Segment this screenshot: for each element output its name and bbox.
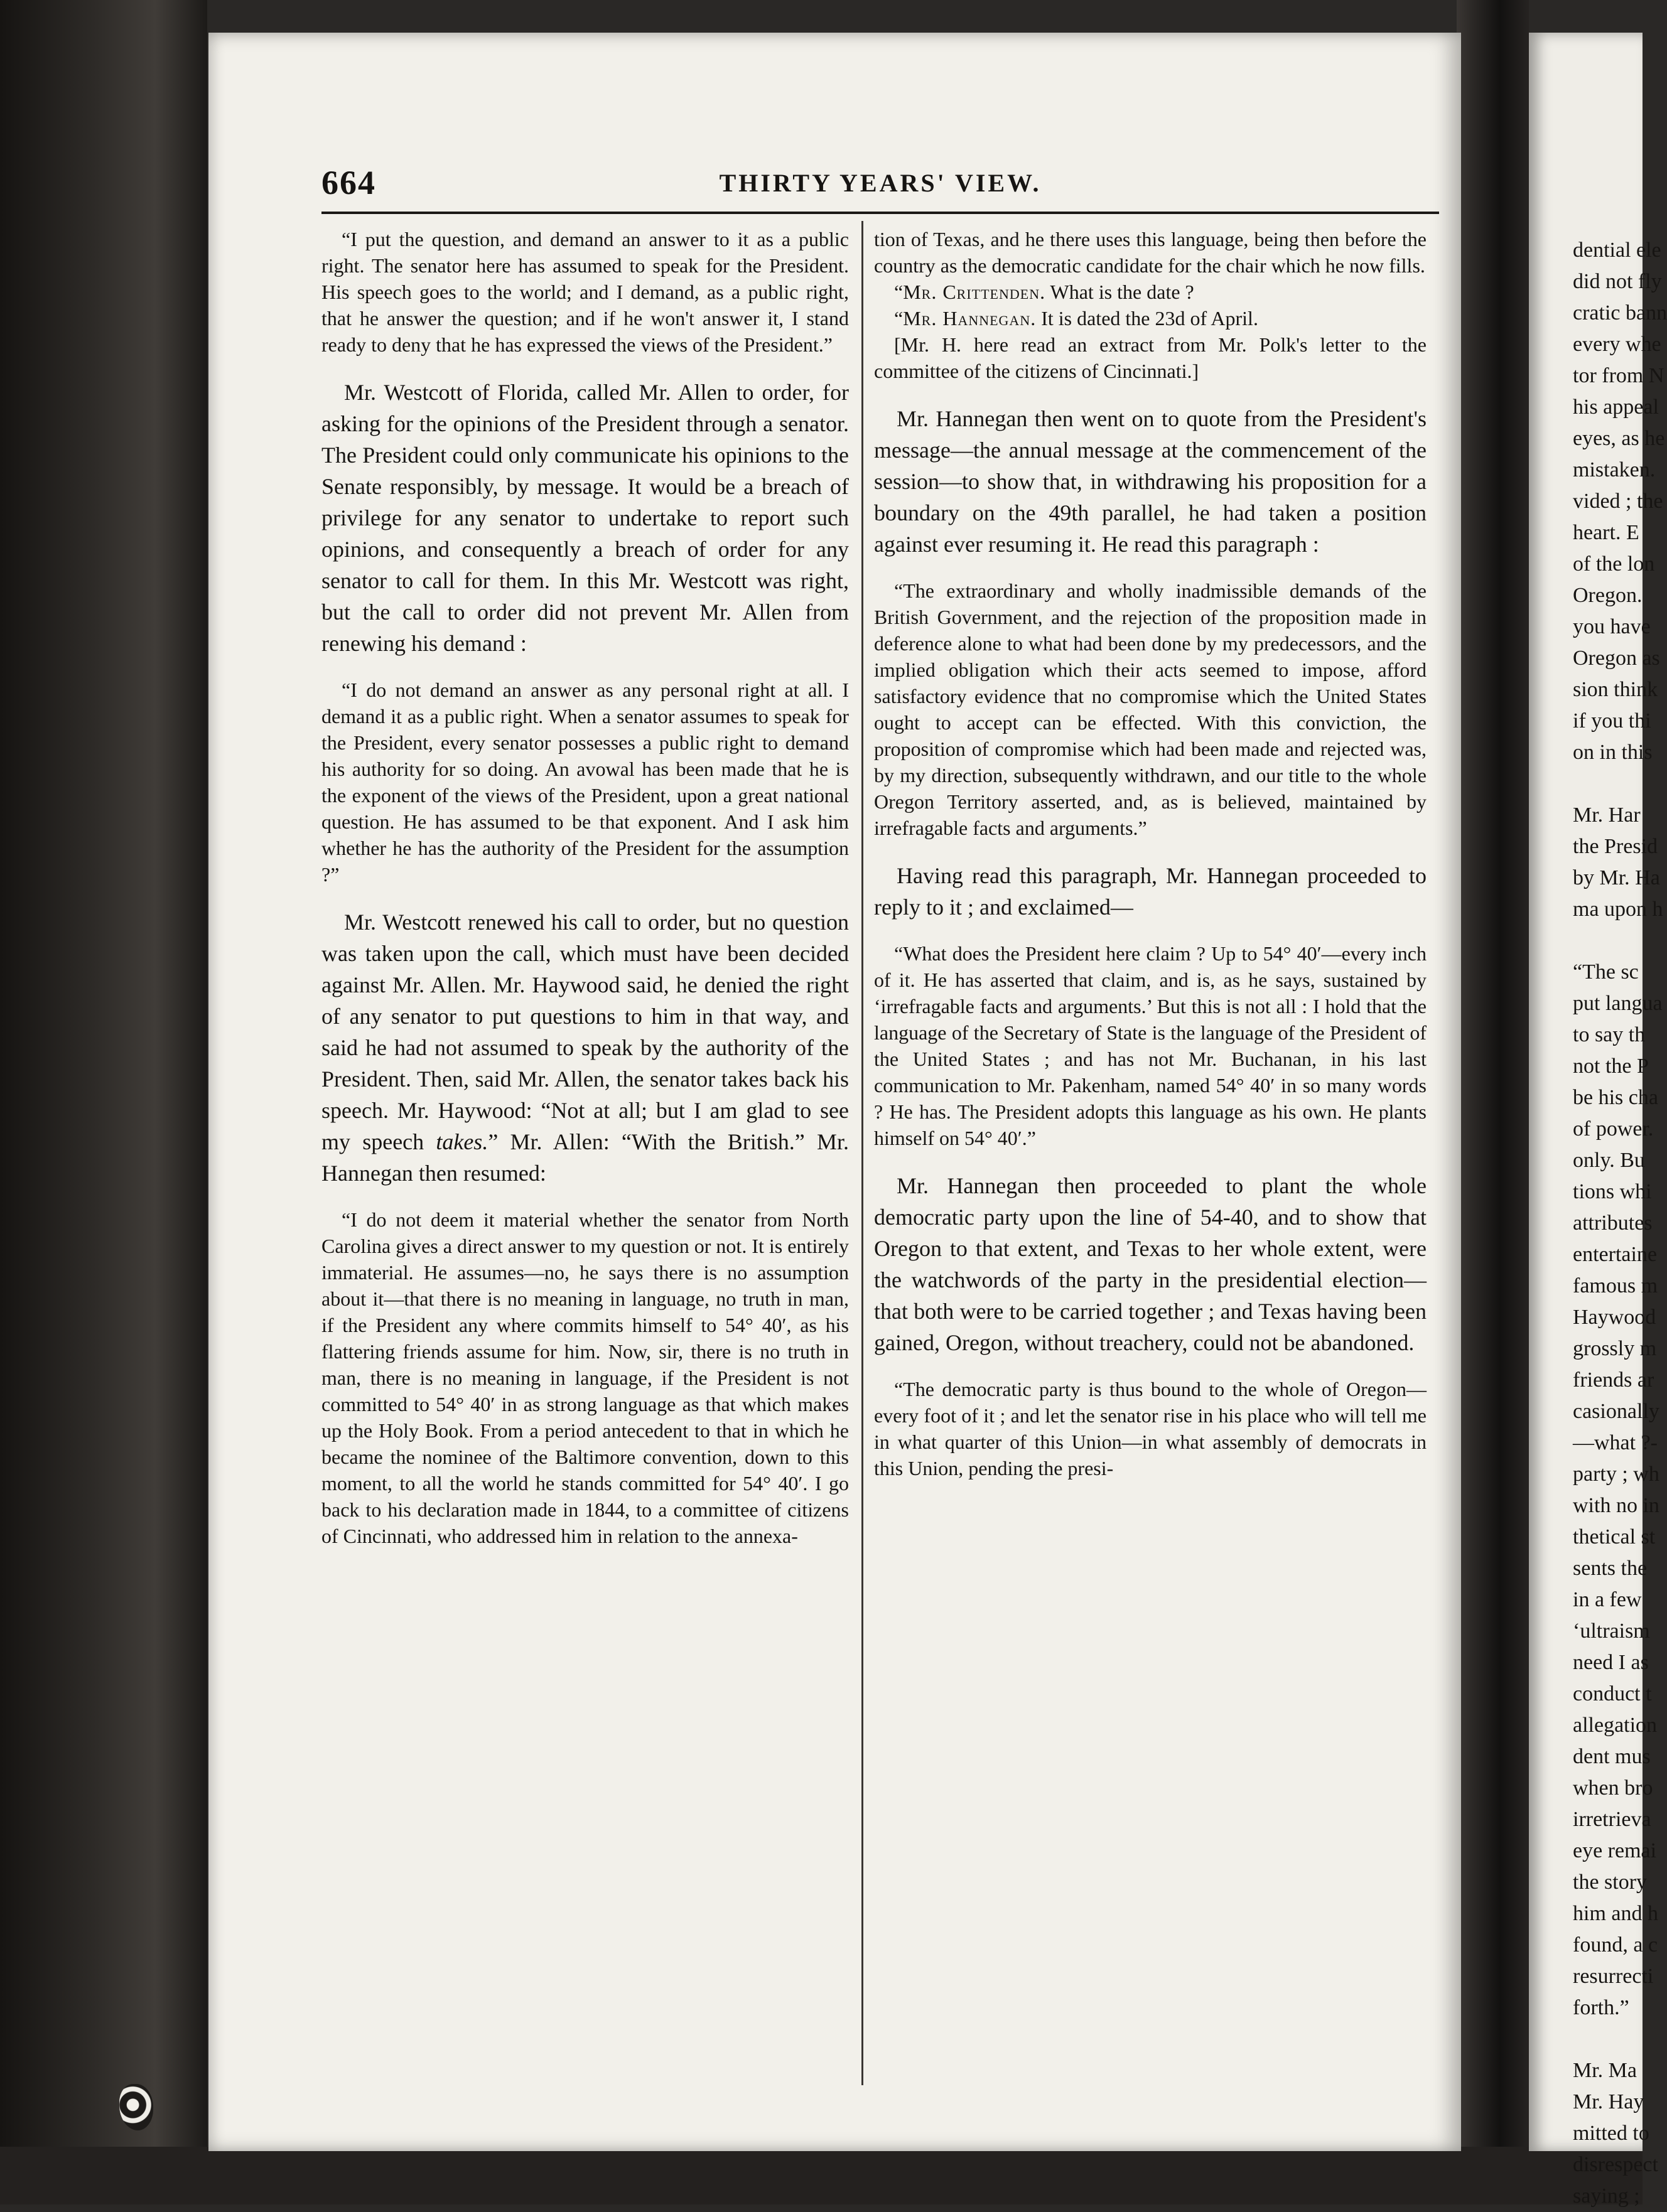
facing-page-line: —what ?- <box>1573 1431 1658 1454</box>
exchange-hannegan-text: It is dated the 23d of April. <box>1036 307 1258 330</box>
facing-page-line: the story <box>1573 1871 1648 1894</box>
facing-page-line: mitted to <box>1573 2122 1649 2145</box>
facing-page-line: sion think <box>1573 678 1658 701</box>
facing-page-line: his appeal <box>1573 395 1659 419</box>
header-rule <box>321 212 1439 214</box>
speaker-hannegan: Mr. Hannegan. <box>903 307 1037 330</box>
exchange-crittenden: “Mr. Crittenden. What is the date ? <box>894 281 1194 303</box>
quote-allen-demand: “I put the question, and demand an answer to it as a public right. The senator here has assumed to speak for the President. His speech goes to the world; and I demand, as a public right, that he answer the question; and if he won't answer it, I stand ready to deny that he has expressed the views of the President.” <box>321 228 849 356</box>
facing-page-line: dent mus <box>1573 1745 1651 1768</box>
facing-page-line: attributes <box>1573 1211 1653 1235</box>
facing-page-line <box>1573 768 1667 800</box>
facing-page-line: ma upon h <box>1573 898 1663 921</box>
facing-page-line: of the lon <box>1573 552 1655 576</box>
speaker-crittenden: Mr. Crittenden. <box>903 281 1046 303</box>
quote-president-claim: “What does the President here claim ? Up to 54° 40′—every inch of it. He has asserted that claim, and is, as he says, sustained by ‘irrefragable facts and arguments.’ But this is not all : I hold that the language of the Secretary of State is the language of the President of the United States ; and has not Mr. Buchanan, in his last communication to Mr. Pakenham, named 54° 40′ in so many words ? He has. The President adopts this language as his own. He plants himself on 54° 40′.” <box>874 942 1427 1149</box>
left-column <box>321 226 849 1568</box>
facing-page-line: by Mr. Ha <box>1573 866 1660 889</box>
facing-page-line: Haywood <box>1573 1306 1656 1329</box>
facing-page-line: did not fly <box>1573 270 1662 293</box>
column-rule <box>861 221 863 2085</box>
facing-page-text <box>1529 235 1667 2212</box>
running-head <box>321 163 1439 207</box>
facing-page-line: friends ar <box>1573 1368 1654 1392</box>
facing-page-line: sents the <box>1573 1557 1648 1580</box>
quote-hannegan-continued: tion of Texas, and he there uses this language, being then before the country as the democratic candidate for the chair which he now fills. <box>874 228 1427 277</box>
book-gutter <box>1457 0 1529 2204</box>
facing-page-line: dential ele <box>1573 239 1661 262</box>
facing-page-line: not the P <box>1573 1055 1649 1078</box>
facing-page-line: on in this <box>1573 741 1653 764</box>
facing-page-line: resurrecti <box>1573 1965 1654 1988</box>
facing-page-line: every whe <box>1573 333 1661 356</box>
facing-page-line: be his cha <box>1573 1086 1658 1109</box>
facing-page-line: tions whi <box>1573 1180 1652 1203</box>
facing-page-fragment <box>1529 33 1667 2208</box>
scan-bottom-edge <box>0 2147 1643 2204</box>
facing-page-line: conduct t <box>1573 1682 1652 1705</box>
facing-page-line: Oregon. <box>1573 584 1643 607</box>
facing-page-line: casionally <box>1573 1400 1659 1423</box>
facing-page-line: eyes, as he <box>1573 427 1665 450</box>
facing-page-line: put langua <box>1573 992 1663 1015</box>
facing-page-line: famous m <box>1573 1274 1658 1297</box>
facing-page-line: if you thi <box>1573 709 1651 733</box>
paragraph-message-quote: Mr. Hannegan then went on to quote from the President's message—the annual message at the commencement of the session—to show that, in withdrawing his proposition for a boundary on the 49th parallel, he had taken a position against ever resuming it. He read this paragraph : <box>874 406 1427 557</box>
facing-page-line: irretrieva <box>1573 1808 1651 1831</box>
facing-page-line: Mr. Hay <box>1573 2090 1644 2113</box>
facing-page-line: when bro <box>1573 1776 1653 1800</box>
page-number: 664 <box>321 164 376 201</box>
facing-page-line: tor from N <box>1573 364 1664 387</box>
facing-page-line: heart. E <box>1573 521 1639 544</box>
facing-page-line: grossly m <box>1573 1337 1657 1360</box>
facing-page-line: only. Bu <box>1573 1149 1645 1172</box>
paragraph-haywood-reply <box>321 906 849 1189</box>
exchange-hannegan: “Mr. Hannegan. It is dated the 23d of April. <box>894 307 1258 330</box>
running-title: THIRTY YEARS' VIEW. <box>719 169 1042 197</box>
facing-page-line: ‘ultraism <box>1573 1619 1650 1643</box>
facing-page-line: disrespect <box>1573 2153 1658 2176</box>
quote-presidents-message: “The extraordinary and wholly inadmissible demands of the British Government, and the rejection of the proposition made in deference alone to what had been done by my predecessors, and the implied obligation which their acts seemed to impose, afford satisfactory evidence that no compromise which the United States ought to accept can be effected. With this conviction, the proposition of compromise which had been made and rejected was, by my direction, subsequently withdrawn, and our title to the whole Oregon Territory asserted, and, as is believed, maintained by irrefragable facts and arguments.” <box>874 579 1427 839</box>
scan-left-edge <box>0 0 207 2204</box>
paragraph-haywood-text-end: ” Mr. Allen: “With the British.” Mr. Hannegan then resumed: <box>321 1129 849 1186</box>
right-column <box>874 226 1427 1500</box>
quote-hannegan-resumes: “I do not deem it material whether the senator from North Carolina gives a direct answer to my question or not. It is entirely immaterial. He assumes—no, he says there is no assumption about it—that there is no meaning in language, no truth in man, if the President any where commits himself to 54° 40′, as his flattering friends assume for him. Now, sir, there is no truth in man, there is no meaning in language, if the President is not committed to 54° 40′ in as strong language as that which makes up the Holy Book. From a period antecedent to that in which he became the nominee of the Baltimore convention, down to this moment, to all the world he stands committed for 54° 40′. I go back to his declaration made in 1844, to a committee of citizens of Cincinnati, who addressed him in relation to the annexa- <box>321 1208 849 1547</box>
quote-allen-public-right: “I do not demand an answer as any personal right at all. I demand it as a public right. When a senator assumes to speak for the President, every senator possesses a public right to demand his authority for so doing. An avowal has been made that he is the exponent of the views of the President, upon a great national question. He has assumed to be that exponent. And I ask him whether he has the authority of the President for the assumption ?” <box>321 679 849 886</box>
facing-page-line: with no in <box>1573 1494 1659 1517</box>
facing-page-line <box>1573 925 1667 957</box>
facing-page-line: saying ; <box>1573 2184 1640 2208</box>
quote-democratic-party-bound: “The democratic party is thus bound to the whole of Oregon—every foot of it ; and let the senator rise in his place who will tell me in what quarter of this Union—in what assembly of democrats in this Union, pending the presi- <box>874 1378 1427 1479</box>
bracket-note: [Mr. H. here read an extract from Mr. Polk's letter to the committee of the citizens of Cincinnati.] <box>874 333 1427 382</box>
facing-page-line: Mr. Ma <box>1573 2059 1637 2082</box>
paragraph-haywood-text: Mr. Westcott renewed his call to order, but no question was taken upon the call, which must have been decided against Mr. Allen. Mr. Haywood said, he denied the right of any senator to put questions to him in that way, and said he had not assumed to speak by the authority of the President. Then, said Mr. Allen, the senator takes back his speech. Mr. Haywood: “Not at all; but I am glad to see my speech <box>321 910 849 1154</box>
facing-page-line: forth.” <box>1573 1996 1629 2019</box>
facing-page-line: in a few <box>1573 1588 1642 1611</box>
facing-page-line: you have <box>1573 615 1651 638</box>
facing-page-line: the Presid <box>1573 835 1658 858</box>
facing-page-line: vided ; the <box>1573 490 1663 513</box>
facing-page-line: him and h <box>1573 1902 1658 1925</box>
facing-page-line: eye remai <box>1573 1839 1657 1862</box>
facing-page-line: allegation <box>1573 1714 1658 1737</box>
paragraph-haywood-emphasis: takes. <box>436 1129 488 1154</box>
facing-page-line: found, a c <box>1573 1933 1658 1957</box>
facing-page-line: to say th <box>1573 1023 1646 1046</box>
paragraph-democratic-party: Mr. Hannegan then proceeded to plant the whole democratic party upon the line of 54-40, and to show that Oregon to that extent, and Texas to her whole extent, were the watchwords of the party in the presidential election—that both were to be carried together ; and Texas having been gained, Oregon, without treachery, could not be abandoned. <box>874 1173 1427 1355</box>
facing-page-line: Oregon as <box>1573 647 1660 670</box>
facing-page-line: need I as <box>1573 1651 1649 1674</box>
paragraph-hannegan-reply: Having read this paragraph, Mr. Hannegan proceeded to reply to it ; and exclaimed— <box>874 863 1427 920</box>
facing-page-line: mistaken. <box>1573 458 1656 481</box>
paragraph-westcott-order: Mr. Westcott of Florida, called Mr. Allen to order, for asking for the opinions of the President through a senator. The President could only communicate his opinions to the Senate responsibly, by message. It would be a breach of privilege for any senator to undertake to report such opinions, and consequently a breach of order for any senator to call for them. In this Mr. Westcott was right, but the call to order did not prevent Mr. Allen from renewing his demand : <box>321 380 849 656</box>
facing-page-line: Mr. Har <box>1573 803 1641 827</box>
facing-page-line: cratic bann <box>1573 301 1667 325</box>
facing-page-line: of power. <box>1573 1117 1654 1141</box>
exchange-crittenden-text: What is the date ? <box>1045 281 1194 303</box>
facing-page-line: “The sc <box>1573 960 1639 984</box>
facing-page-line <box>1573 2024 1667 2055</box>
facing-page-line: entertaine <box>1573 1243 1658 1266</box>
book-page <box>208 33 1461 2151</box>
facing-page-line: party ; wh <box>1573 1463 1659 1486</box>
facing-page-line: thetical st <box>1573 1525 1656 1549</box>
